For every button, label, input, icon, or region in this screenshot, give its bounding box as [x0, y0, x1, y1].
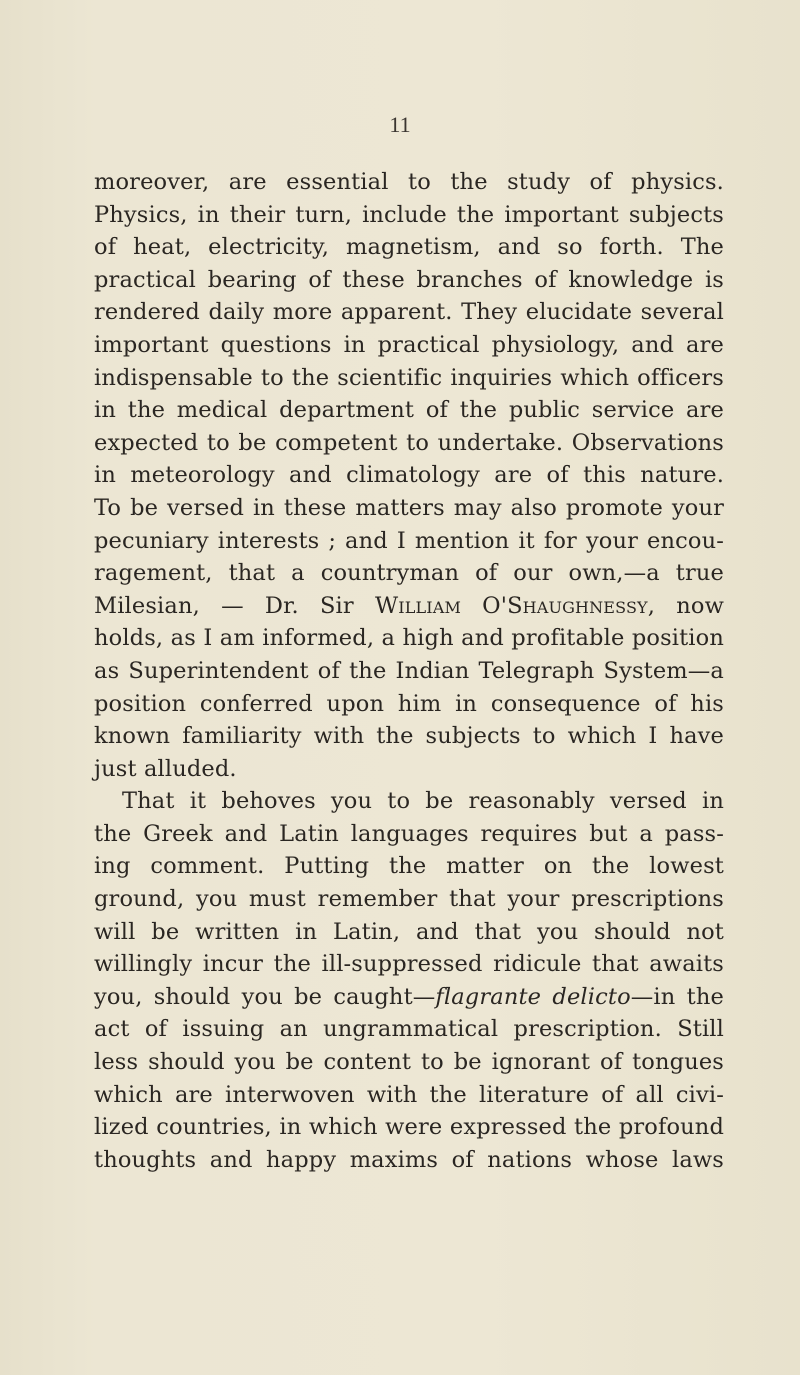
- person-name: William O'Shaughnessy: [374, 592, 648, 619]
- text-line: willingly incur the ill-suppressed ridicule that awaits: [94, 951, 724, 978]
- paragraph-first-line: That it behoves you to be reasonably versed in: [122, 788, 724, 815]
- text-line: act of issuing an ungrammatical prescription. Still: [94, 1016, 724, 1043]
- text-line: ragement, that a countryman of our own,—a true: [94, 560, 724, 587]
- text-line: in meteorology and climatology are of this nature.: [94, 462, 724, 489]
- text-line: ing comment. Putting the matter on the lowest: [94, 853, 724, 880]
- text-line-with-italic: [94, 981, 724, 1014]
- text-line-with-name: [94, 590, 724, 623]
- text-line: just alluded.: [94, 755, 237, 782]
- line-text-before-italic: you, should you be caught—: [94, 983, 436, 1010]
- text-line: which are interwoven with the literature of all civi-: [94, 1081, 724, 1108]
- body-text: [94, 166, 724, 1176]
- text-line: holds, as I am informed, a high and profitable position: [94, 625, 724, 652]
- text-line: of heat, electricity, magnetism, and so forth. The: [94, 234, 724, 261]
- line-text-before-name: Milesian, — Dr. Sir: [94, 592, 375, 619]
- line-text-after-italic: —in the: [630, 983, 724, 1010]
- text-line: less should you be content to be ignorant of tongues: [94, 1049, 724, 1076]
- text-line: in the medical department of the public service are: [94, 397, 724, 424]
- text-line: expected to be competent to undertake. Observations: [94, 429, 724, 456]
- latin-phrase: flagrante delicto: [435, 983, 631, 1010]
- text-line: lized countries, in which were expressed the profound: [94, 1114, 724, 1141]
- text-line: To be versed in these matters may also promote your: [94, 494, 724, 521]
- text-line: as Superintendent of the Indian Telegraph System—a: [94, 657, 724, 684]
- text-line: known familiarity with the subjects to which I have: [94, 723, 724, 750]
- text-line: practical bearing of these branches of knowledge is: [94, 266, 724, 293]
- text-line: ground, you must remember that your prescriptions: [94, 886, 724, 913]
- text-line: moreover, are essential to the study of physics.: [94, 169, 724, 195]
- text-line: thoughts and happy maxims of nations whose laws: [94, 1146, 724, 1173]
- text-line: indispensable to the scientific inquiries which officers: [94, 364, 724, 391]
- text-line: the Greek and Latin languages requires but a pass-: [94, 820, 724, 847]
- page-number: 11: [389, 112, 411, 137]
- text-line: important questions in practical physiology, and are: [94, 331, 724, 358]
- text-line: rendered daily more apparent. They elucidate several: [94, 299, 724, 326]
- text-line: Physics, in their turn, include the important subjects: [94, 201, 724, 228]
- text-line: will be written in Latin, and that you should not: [94, 918, 724, 945]
- line-text-after-name: , now: [647, 592, 724, 619]
- text-line: pecuniary interests ; and I mention it for your encou-: [94, 527, 724, 554]
- text-line: position conferred upon him in consequence of his: [94, 690, 724, 717]
